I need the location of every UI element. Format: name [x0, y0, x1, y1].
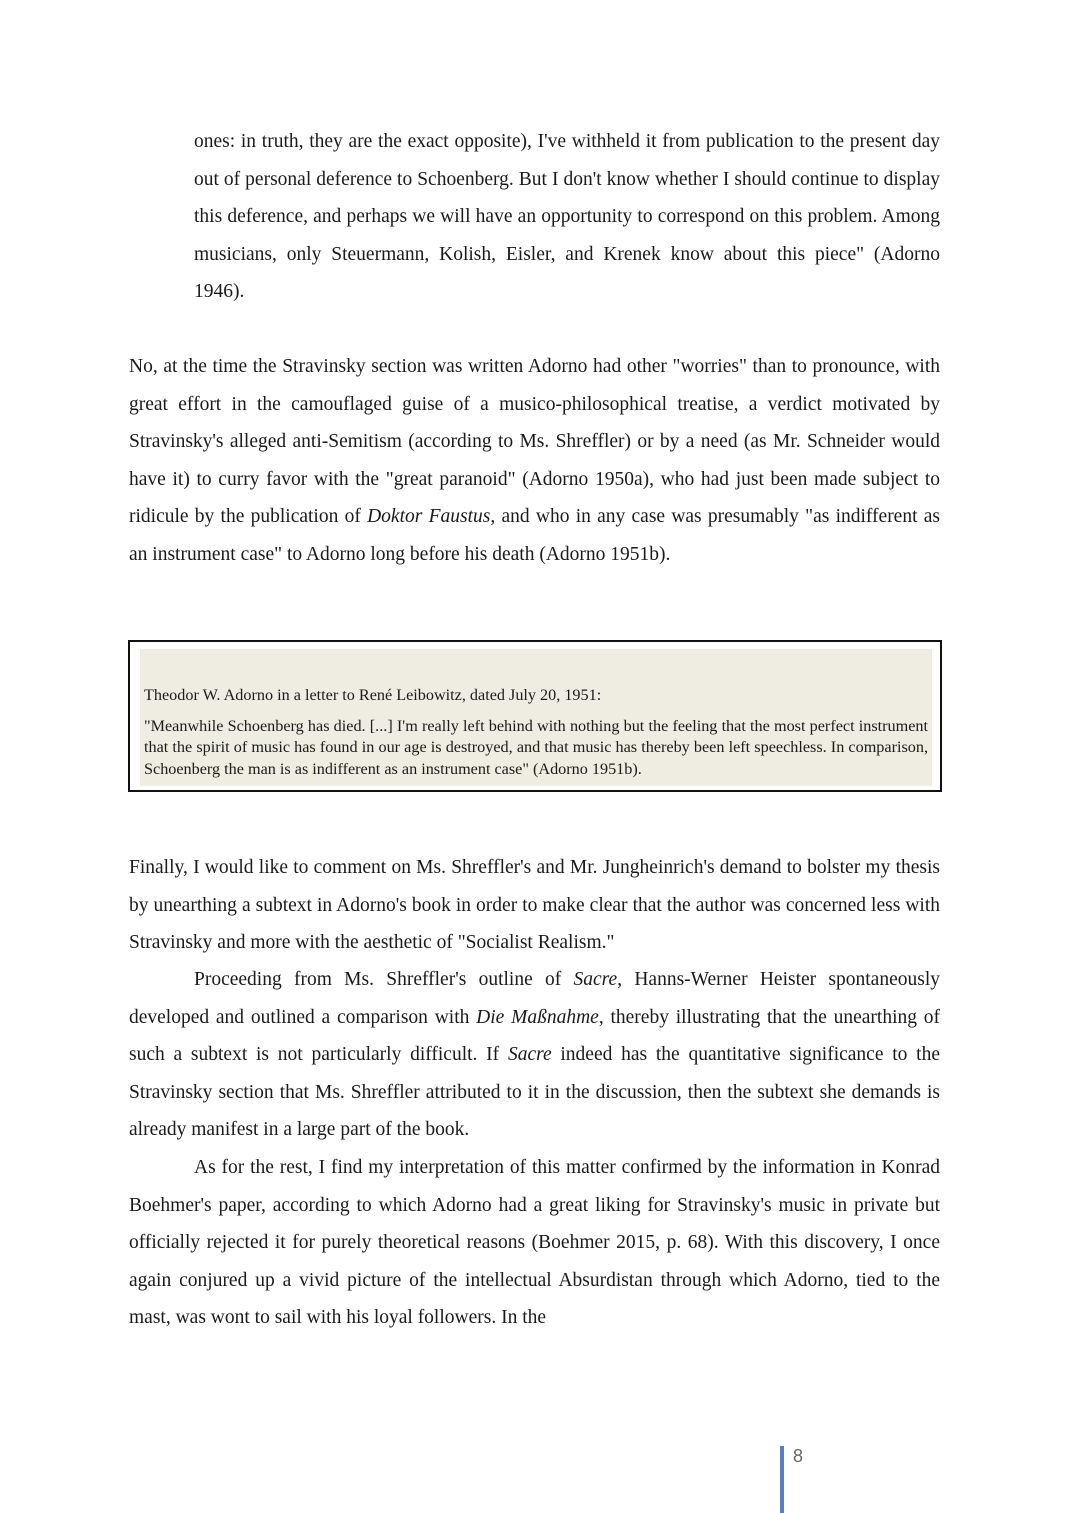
paragraph-worries [129, 348, 940, 573]
quote-sidebar-fill [140, 649, 932, 786]
continued-block-quote: ones: in truth, they are the exact opposite), I've withheld it from publication to the present day out of personal deference to Schoenberg. But I don't know whether I should continue to display this deference, and perhaps we will have an opportunity to correspond on this problem. Among musicians, only Steuermann, Kolish, Eisler, and Krenek know about this piece" (Adorno 1946). [194, 131, 940, 302]
paragraph-text: No, at the time the Stravinsky section was written Adorno had other "worries" than to pronounce, with great effort in the camouflaged guise of a musico-philosophical treatise, a verdict motivated by Stravinsky's alleged anti-Semitism (according to Ms. Shreffler) or by a need (as Mr. Schneider would have it) to curry favor with the "great paranoid" (Adorno 1950a), who had just been made subject to ridicule by the publication of [129, 356, 940, 527]
quote-sidebar-box [128, 640, 942, 792]
italic-title: Sacre [573, 969, 618, 990]
paragraph-text: indeed has the quantitative significance to the Stravinsky section that Ms. Shreffler attributed to it in the discussion, then the subtext she demands is already manifest in a large part of the book. [129, 1044, 940, 1140]
paragraph-as-for-the-rest: As for the rest, I find my interpretation of this matter confirmed by the information in Konrad Boehmer's paper, according to which Adorno had a great liking for Stravinsky's music in private but officially rejected it for purely theoretical reasons (Boehmer 2015, p. 68). With this discovery, I once again conjured up a vivid picture of the intellectual Absurdistan through which Adorno, tied to the mast, was wont to sail with his loyal followers. In the [129, 1157, 940, 1328]
italic-title: Sacre [507, 1044, 552, 1065]
page-number: 8 [793, 1446, 804, 1466]
paragraph-text: , thereby illustrating that the unearthing of such a subtext is not particularly difficult. If [129, 1006, 941, 1065]
sidebar-quote: "Meanwhile Schoenberg has died. [...] I'm really left behind with nothing but the feeling that the most perfect instrument that the spirit of music has found in our age is destroyed, and that music has thereby been left speechless. In comparison, Schoenberg the man is as indifferent as an instrument case" (Adorno 1951b). [144, 716, 928, 778]
sidebar-caption: Theodor W. Adorno in a letter to René Leibowitz, dated July 20, 1951: [144, 686, 602, 704]
paragraph-text: , Hanns-Werner Heister spontaneously developed and outlined a comparison with [129, 969, 940, 1028]
paragraph-text: Proceeding from Ms. Shreffler's outline of [194, 969, 574, 990]
paragraph-text: , and who in any case was presumably "as indifferent as an instrument case" to Adorno long before his death (Adorno 1951b). [129, 506, 940, 565]
italic-title: Die Maßnahme [476, 1006, 599, 1028]
paragraph-proceeding [129, 961, 940, 1149]
paragraph-finally: Finally, I would like to comment on Ms. Shreffler's and Mr. Jungheinrich's demand to bolster my thesis by unearthing a subtext in Adorno's book in order to make clear that the author was concerned less with Stravinsky and more with the aesthetic of "Socialist Realism." [129, 857, 940, 953]
italic-title: Doktor Faustus [367, 506, 491, 527]
footer-accent-bar [780, 1446, 784, 1513]
